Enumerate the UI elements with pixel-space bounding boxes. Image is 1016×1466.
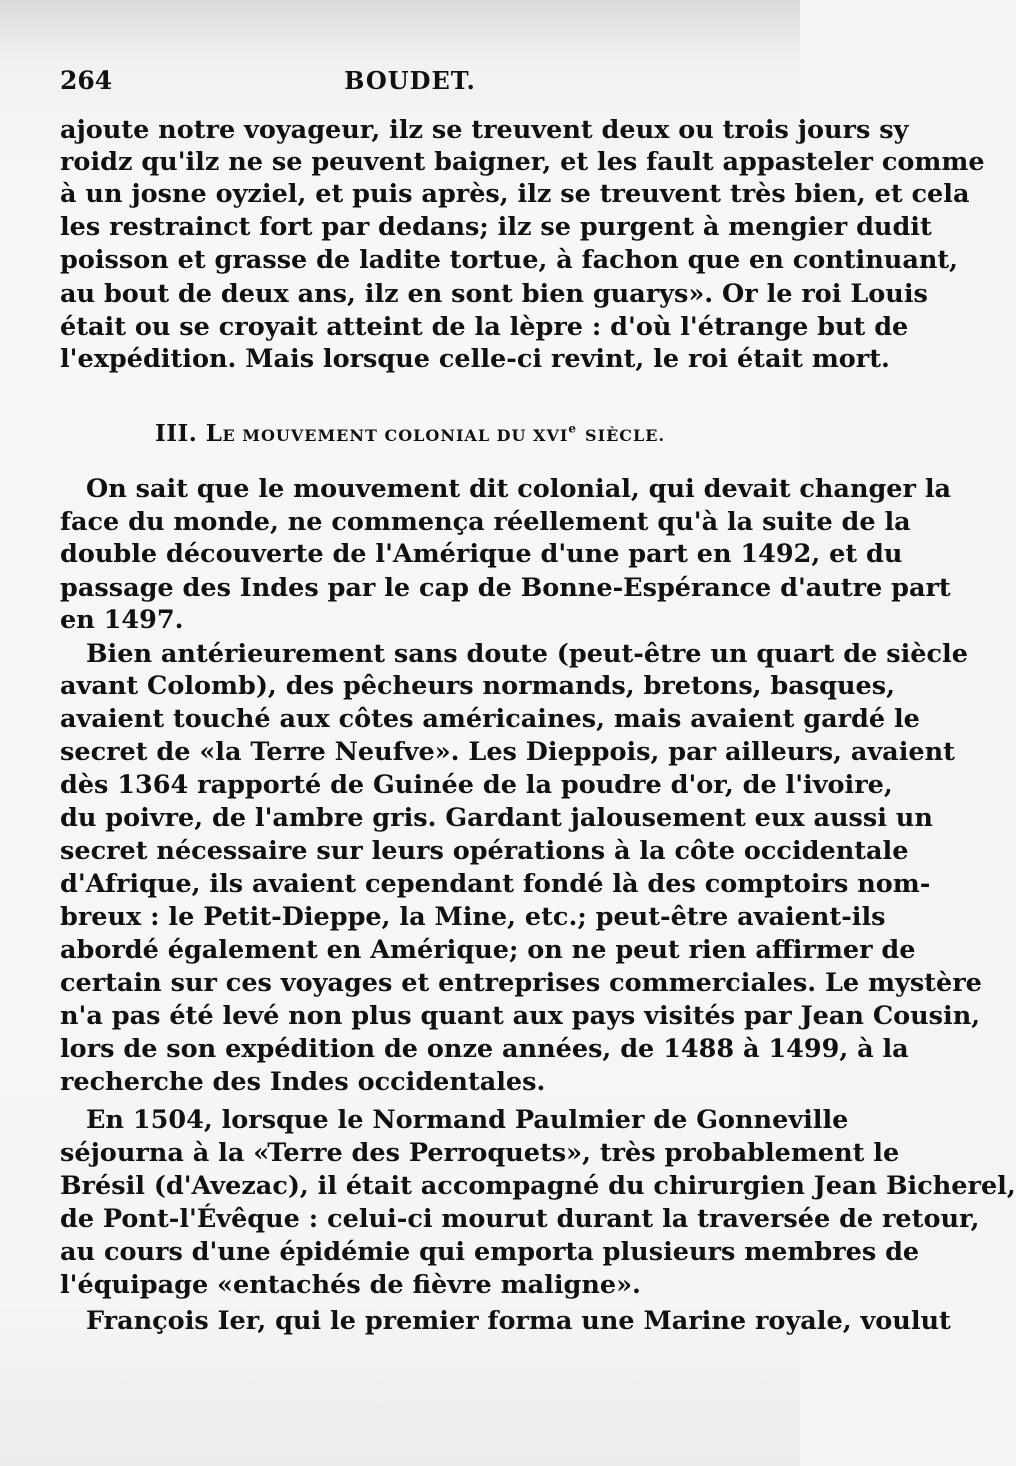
text-line: roidz qu'ilz ne se peuvent baigner, et les fault appasteler comme bbox=[60, 147, 985, 177]
text-line: avant Colomb), des pêcheurs normands, bretons, basques, bbox=[60, 671, 895, 701]
text-line: en 1497. bbox=[60, 605, 184, 635]
text-line: au cours d'une épidémie qui emporta plusieurs membres de bbox=[60, 1237, 920, 1267]
text-line: les restrainct fort par dedans; ilz se purgent à mengier dudit bbox=[60, 212, 932, 242]
text-line: Brésil (d'Avezac), il était accompagné du chirurgien Jean Bicherel, bbox=[60, 1171, 1016, 1201]
text-line: breux : le Petit-Dieppe, la Mine, etc.; peut-être avaient-ils bbox=[60, 902, 886, 932]
text-line: à un josne oyziel, et puis après, ilz se treuvent très bien, et cela bbox=[60, 179, 970, 209]
text-line: double découverte de l'Amérique d'une part en 1492, et du bbox=[60, 539, 903, 569]
text-line: En 1504, lorsque le Normand Paulmier de Gonneville bbox=[86, 1105, 849, 1135]
text-line: du poivre, de l'ambre gris. Gardant jalousement eux aussi un bbox=[60, 803, 933, 833]
text-line: recherche des Indes occidentales. bbox=[60, 1067, 546, 1097]
text-line: François Ier, qui le premier forma une Marine royale, voulut bbox=[86, 1306, 951, 1336]
text-line: de Pont-l'Évêque : celui-ci mourut durant la traversée de retour, bbox=[60, 1204, 980, 1234]
text-line: dès 1364 rapporté de Guinée de la poudre d'or, de l'ivoire, bbox=[60, 770, 893, 800]
text-line: passage des Indes par le cap de Bonne-Espérance d'autre part bbox=[60, 573, 951, 603]
running-head: BOUDET. bbox=[344, 66, 476, 95]
text-line: était ou se croyait atteint de la lèpre : d'où l'étrange but de bbox=[60, 312, 909, 342]
page-header bbox=[60, 66, 760, 106]
text-line: avaient touché aux côtes américaines, mais avaient gardé le bbox=[60, 704, 920, 734]
text-line: n'a pas été levé non plus quant aux pays visités par Jean Cousin, bbox=[60, 1001, 981, 1031]
text-line: On sait que le mouvement dit colonial, qui devait changer la bbox=[86, 474, 952, 504]
text-line: d'Afrique, ils avaient cependant fondé là des comptoirs nom- bbox=[60, 869, 931, 899]
text-line: poisson et grasse de ladite tortue, à fachon que en continuant, bbox=[60, 245, 959, 275]
text-line: l'équipage «entachés de fièvre maligne». bbox=[60, 1270, 641, 1300]
text-line: secret nécessaire sur leurs opérations à la côte occidentale bbox=[60, 836, 909, 866]
section-heading: III. LE MOUVEMENT COLONIAL DU XVIe SIÈCLE. bbox=[154, 420, 666, 447]
text-line: certain sur ces voyages et entreprises commerciales. Le mystère bbox=[60, 968, 982, 998]
text-line: face du monde, ne commença réellement qu'à la suite de la bbox=[60, 507, 911, 537]
text-line: séjourna à la «Terre des Perroquets», très probablement le bbox=[60, 1138, 900, 1168]
text-line: abordé également en Amérique; on ne peut rien affirmer de bbox=[60, 935, 916, 965]
text-line: l'expédition. Mais lorsque celle-ci revint, le roi était mort. bbox=[60, 344, 890, 374]
text-line: lors de son expédition de onze années, de 1488 à 1499, à la bbox=[60, 1034, 909, 1064]
text-line: au bout de deux ans, ilz en sont bien guarys». Or le roi Louis bbox=[60, 279, 928, 309]
text-line: Bien antérieurement sans doute (peut-être un quart de siècle bbox=[86, 639, 968, 669]
page-number: 264 bbox=[60, 66, 113, 95]
text-line: ajoute notre voyageur, ilz se treuvent deux ou trois jours sy bbox=[60, 115, 909, 145]
text-line: secret de «la Terre Neufve». Les Dieppois, par ailleurs, avaient bbox=[60, 737, 955, 767]
